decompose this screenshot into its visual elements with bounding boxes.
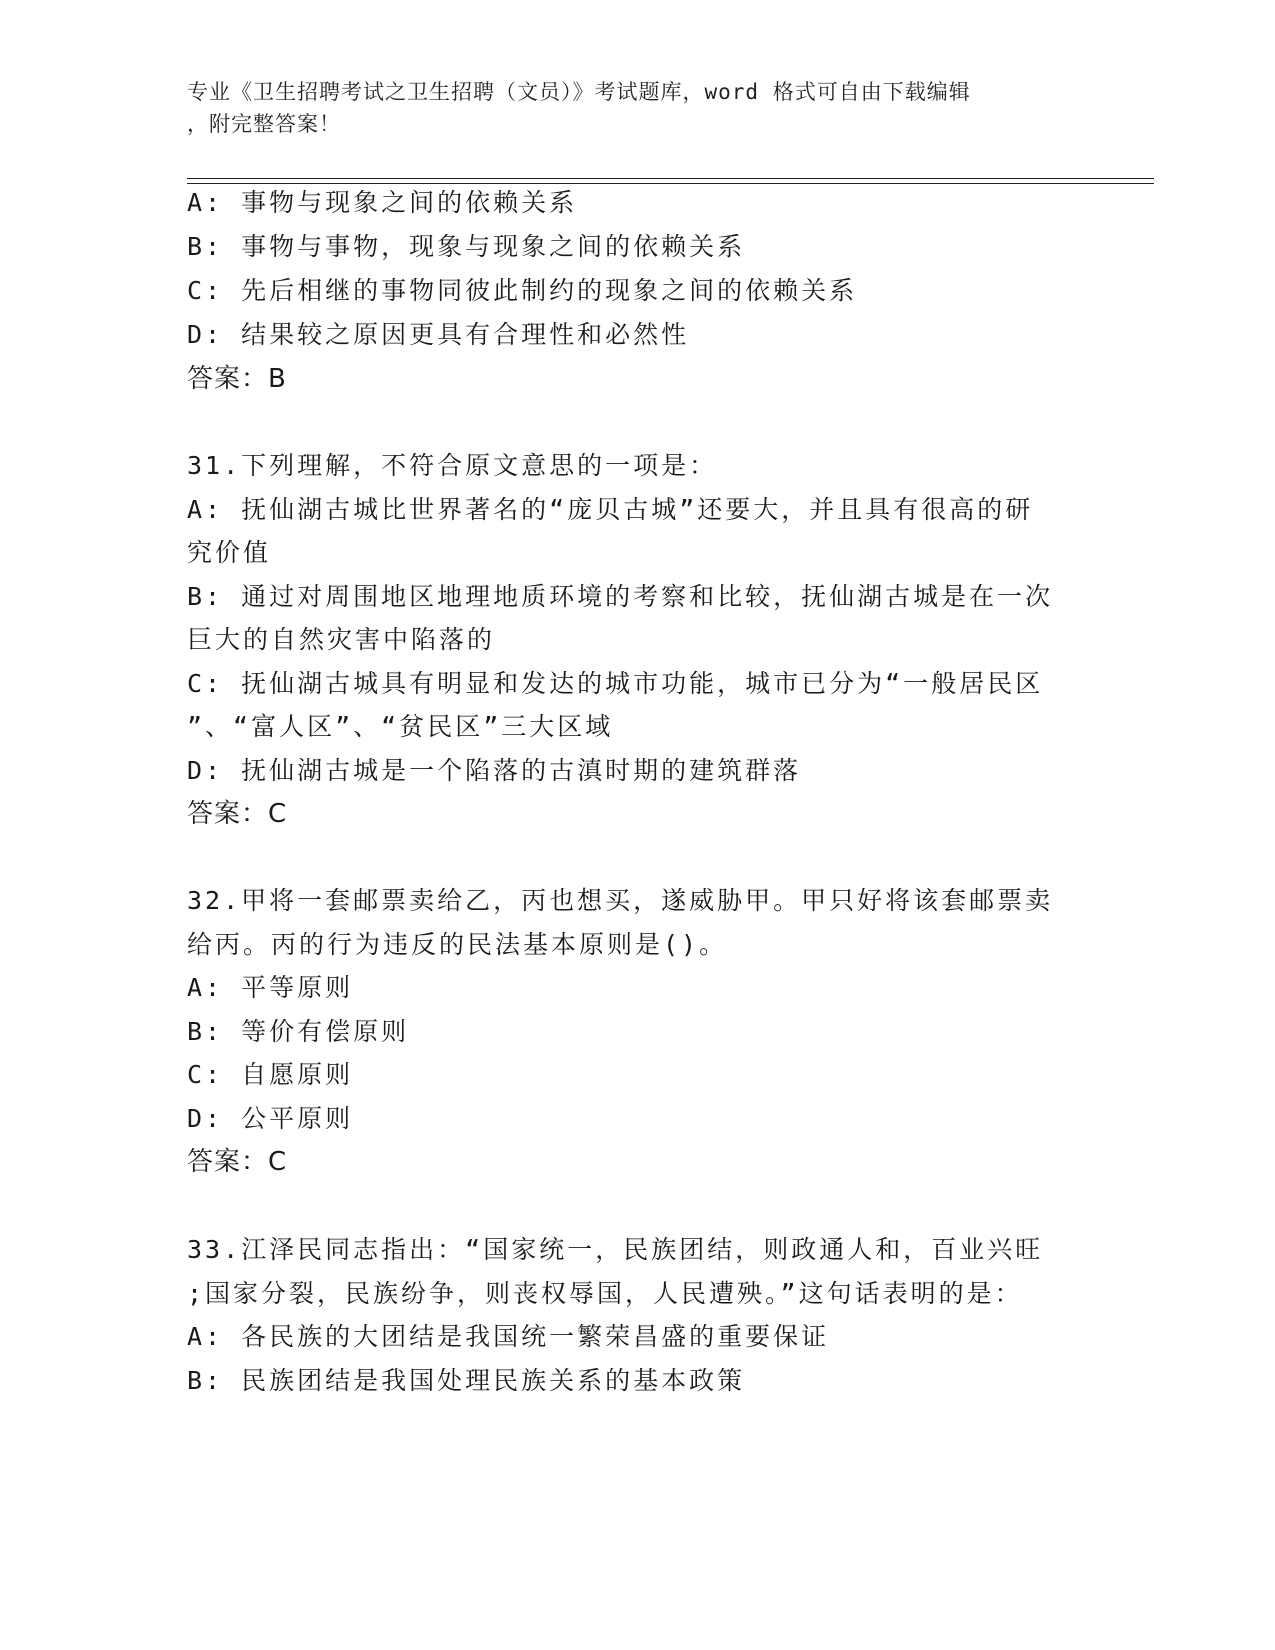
- q33-stem-line-2: ;国家分裂，民族纷争，则丧权辱国，人民遭殃。”这句话表明的是：: [187, 1279, 1023, 1308]
- q31-answer: 答案：C: [187, 799, 288, 829]
- q32-stem-line-2: 给丙。丙的行为违反的民法基本原则是()。: [187, 930, 728, 959]
- q32-option-a: A: 平等原则: [187, 973, 354, 1002]
- q30-option-a: A: 事物与现象之间的依赖关系: [187, 188, 578, 217]
- q30-option-c: C: 先后相继的事物同彼此制约的现象之间的依赖关系: [187, 276, 858, 305]
- q31-option-c-line-2: ”、“富人区”、“贫民区”三大区域: [187, 712, 614, 741]
- q33-stem-line-1: 33.江泽民同志指出：“国家统一，民族团结，则政通人和，百业兴旺: [187, 1235, 1044, 1264]
- header-title-line-1: 专业《卫生招聘考试之卫生招聘（文员）》考试题库，word 格式可自由下载编辑: [187, 80, 971, 104]
- q31-option-c-line-1: C: 抚仙湖古城具有明显和发达的城市功能，城市已分为“一般居民区: [187, 669, 1044, 698]
- header-divider-bottom: [187, 183, 1154, 184]
- q32-answer: 答案：C: [187, 1147, 288, 1177]
- q33-option-a: A: 各民族的大团结是我国统一繁荣昌盛的重要保证: [187, 1322, 830, 1351]
- q32-option-b: B: 等价有偿原则: [187, 1017, 410, 1046]
- q31-stem: 31.下列理解，不符合原文意思的一项是：: [187, 451, 718, 480]
- q31-option-b-line-1: B: 通过对周围地区地理地质环境的考察和比较，抚仙湖古城是在一次: [187, 582, 1054, 611]
- q32-stem-line-1: 32.甲将一套邮票卖给乙，丙也想买，遂威胁甲。甲只好将该套邮票卖: [187, 886, 1054, 915]
- q32-option-c: C: 自愿原则: [187, 1060, 354, 1089]
- q30-option-b: B: 事物与事物，现象与现象之间的依赖关系: [187, 232, 746, 261]
- header-divider-top: [187, 178, 1154, 179]
- q33-option-b: B: 民族团结是我国处理民族关系的基本政策: [187, 1366, 746, 1395]
- q31-option-a-line-1: A: 抚仙湖古城比世界著名的“庞贝古城”还要大，并且具有很高的研: [187, 495, 1034, 524]
- header-title-line-2: ，附完整答案！: [187, 112, 341, 136]
- q32-option-d: D: 公平原则: [187, 1104, 354, 1133]
- q30-option-d: D: 结果较之原因更具有合理性和必然性: [187, 320, 690, 349]
- document-header: [187, 76, 1067, 140]
- q31-option-b-line-2: 巨大的自然灾害中陷落的: [187, 625, 496, 654]
- q31-option-d: D: 抚仙湖古城是一个陷落的古滇时期的建筑群落: [187, 756, 802, 785]
- q30-answer: 答案：B: [187, 364, 287, 394]
- q31-option-a-line-2: 究价值: [187, 538, 272, 567]
